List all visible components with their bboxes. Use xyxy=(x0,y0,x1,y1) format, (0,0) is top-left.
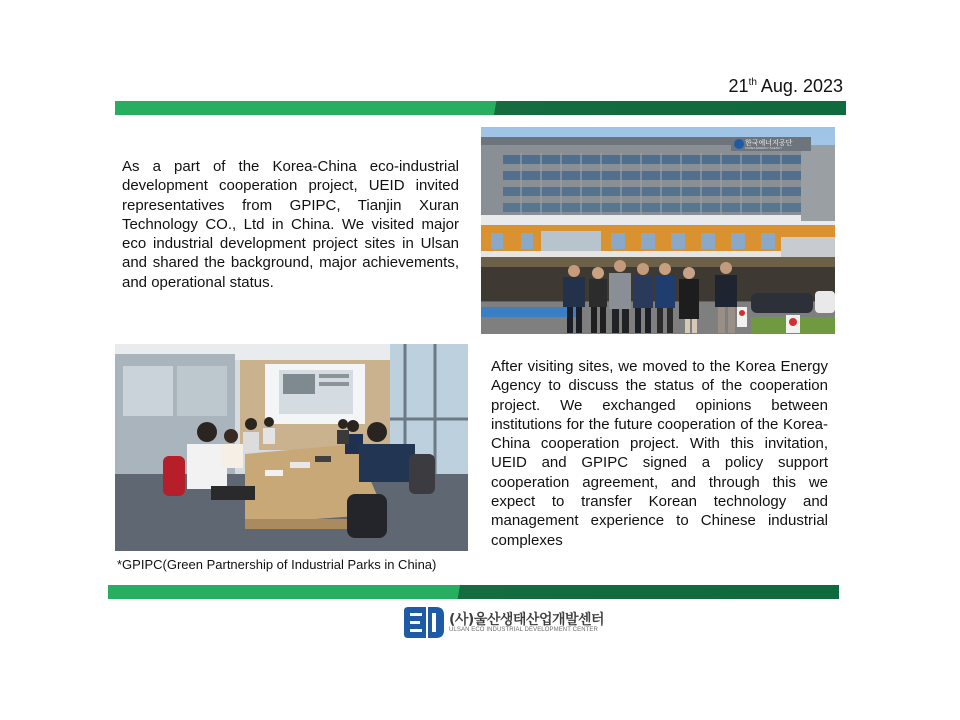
building-sign-text: 한국에너지공단 xyxy=(745,139,793,147)
date-month-year: Aug. 2023 xyxy=(756,76,843,96)
building-sign-subtext: KOREA ENERGY AGENCY xyxy=(745,146,783,150)
logo-korean-name: (사)울산생태산업개발센터 xyxy=(449,612,605,628)
visit-paragraph: After visiting sites, we moved to the Korea Energy Agency to discuss the status of the cooperation project. We exchanged opinions between institutions for the future cooperation of the Korea-China cooperation project. With this invitation, UEID and GPIPC signed a policy support cooperation agreement, and through this we expect to transfer Korean technology and management experience to Chinese industrial complexes xyxy=(491,358,828,549)
intro-paragraph: As a part of the Korea-China eco-industrial development cooperation project, UEID invited representatives from GPIPC, Tianjin Xuran Technology CO., Ltd in China. We visited major eco industrial development project sites in Ulsan and shared the background, major achievements, and operational status. xyxy=(122,158,459,291)
date-day: 21 xyxy=(728,76,749,96)
meeting-photo xyxy=(115,344,468,551)
header-green-bar xyxy=(115,101,846,115)
report-date xyxy=(700,76,843,97)
gpipc-footnote: *GPIPC(Green Partnership of Industrial Parks in China) xyxy=(117,557,437,572)
footer-green-bar xyxy=(108,585,839,599)
date-suffix: th xyxy=(748,77,757,88)
building-photo xyxy=(481,127,835,334)
ueid-logo-icon xyxy=(404,607,444,638)
logo-english-name: ULSAN ECO INDUSTRIAL DEVELOPMENT CENTER xyxy=(449,627,598,633)
